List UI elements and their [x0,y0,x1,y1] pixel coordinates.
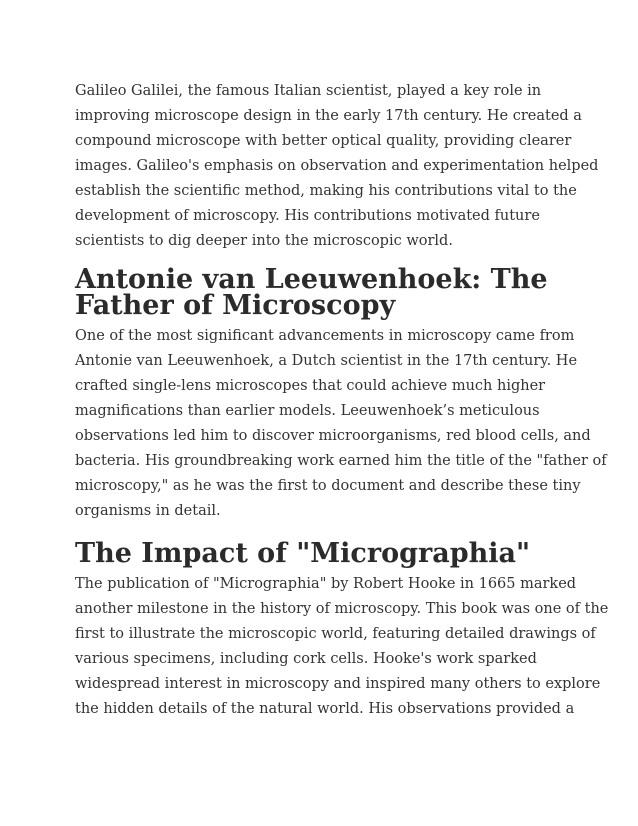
heading-line: The Impact of "Micrographia" [75,538,531,569]
paragraph-line: first to illustrate the microscopic world, featuring detailed drawings of [75,626,596,642]
paragraph-line: magnifications than earlier models. Leeuwenhoek’s meticulous [75,403,540,419]
paragraph-line: images. Galileo's emphasis on observation and experimentation helped [75,158,599,174]
paragraph-line: establish the scientific method, making his contributions vital to the [75,183,577,199]
micrographia-paragraph [75,572,609,722]
leeuwenhoek-heading [75,264,565,321]
paragraph-line: another milestone in the history of microscopy. This book was one of the [75,601,609,617]
paragraph-line: The publication of "Micrographia" by Robert Hooke in 1665 marked [75,576,577,592]
paragraph-line: crafted single-lens microscopes that could achieve much higher [75,378,546,394]
paragraph-line: microscopy," as he was the first to document and describe these tiny [75,478,581,494]
paragraph-line: improving microscope design in the early 17th century. He created a [75,108,582,124]
paragraph-line: widespread interest in microscopy and inspired many others to explore [75,676,601,692]
paragraph-line: the hidden details of the natural world. His observations provided a [75,701,575,717]
paragraph-line: various specimens, including cork cells. Hooke's work sparked [75,651,537,667]
paragraph-line: Galileo Galilei, the famous Italian scientist, played a key role in [75,83,542,99]
paragraph-line: bacteria. His groundbreaking work earned him the title of the "father of [75,453,607,469]
paragraph-line: organisms in detail. [75,503,221,519]
paragraph-line: development of microscopy. His contributions motivated future [75,208,540,224]
micrographia-heading [75,538,565,569]
leeuwenhoek-paragraph [75,324,607,524]
heading-line: Antonie van Leeuwenhoek: The [75,264,548,295]
heading-line: Father of Microscopy [75,290,396,321]
article-body [75,79,609,722]
paragraph-line: One of the most significant advancements in microscopy came from [75,328,575,344]
intro-paragraph [75,79,599,254]
paragraph-line: observations led him to discover microorganisms, red blood cells, and [75,428,591,444]
paragraph-line: scientists to dig deeper into the microscopic world. [75,233,453,249]
paragraph-line: Antonie van Leeuwenhoek, a Dutch scientist in the 17th century. He [75,353,578,369]
paragraph-line: compound microscope with better optical quality, providing clearer [75,133,572,149]
